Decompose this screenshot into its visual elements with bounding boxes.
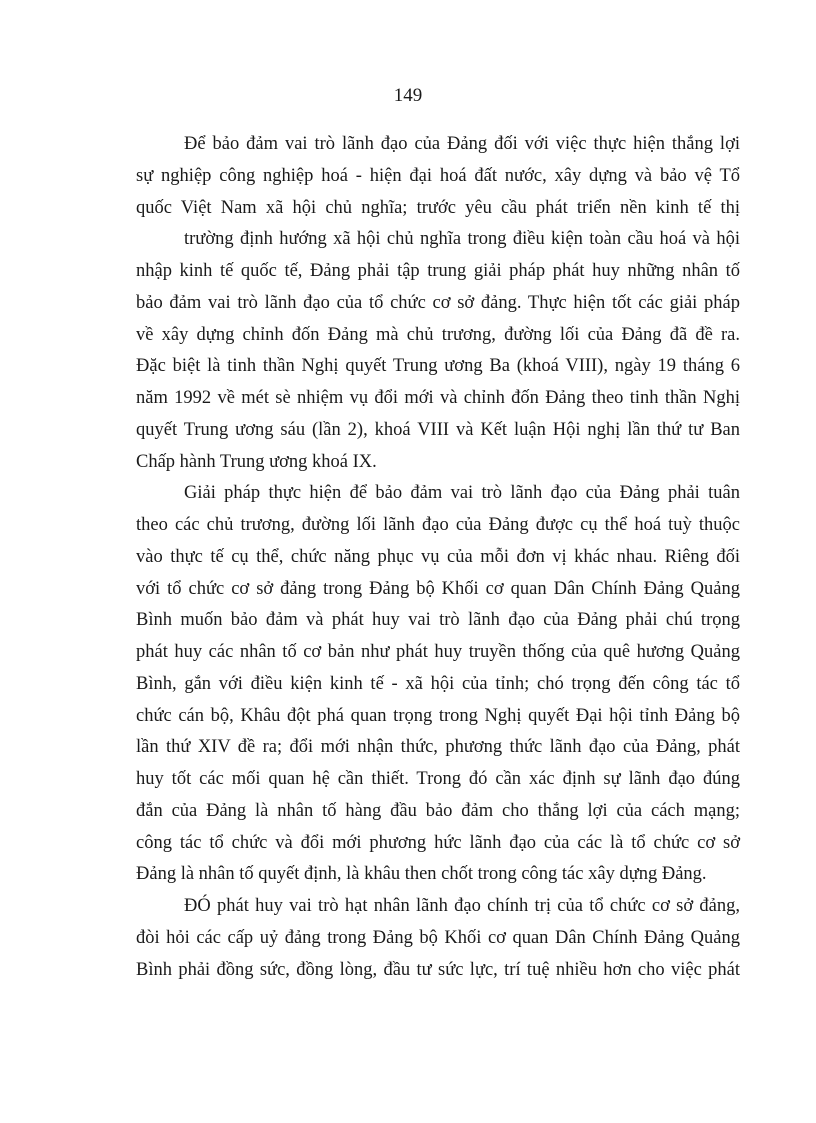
text-line: chức cán bộ, Khâu đột phá quan trọng trong Nghị quyết Đại hội tỉnh Đảng bộ xyxy=(136,705,740,726)
page-number: 149 xyxy=(393,85,423,106)
text-line: đòi hỏi các cấp uỷ đảng trong Đảng bộ Khối cơ quan Dân Chính Đảng Quảng xyxy=(136,927,740,948)
text-line: trường định hướng xã hội chủ nghĩa trong điều kiện toàn cầu hoá và hội xyxy=(184,229,740,250)
text-line: Giải pháp thực hiện để bảo đảm vai trò lãnh đạo của Đảng phải tuân xyxy=(184,483,740,504)
text-line: Đảng là nhân tố quyết định, là khâu then chốt trong công tác xây dựng Đảng. xyxy=(136,864,707,885)
text-line: quốc Việt Nam xã hội chủ nghĩa; trước yêu cầu phát triển nền kinh tế thị xyxy=(136,197,740,218)
text-line: với tổ chức cơ sở đảng trong Đảng bộ Khối cơ quan Dân Chính Đảng Quảng xyxy=(136,578,740,599)
text-line: huy tốt các mối quan hệ cần thiết. Trong đó cần xác định sự lãnh đạo đúng xyxy=(136,769,740,789)
text-line: Bình, gắn với điều kiện kinh tế - xã hội của tỉnh; chó trọng đến công tác tổ xyxy=(136,673,740,694)
text-line: Chấp hành Trung ương khoá IX. xyxy=(136,451,377,472)
text-line: về xây dựng chỉnh đốn Đảng mà chủ trương, đường lối của Đảng đã đề ra. xyxy=(136,324,740,345)
text-line: Bình muốn bảo đảm và phát huy vai trò lãnh đạo của Đảng phải chú trọng xyxy=(136,610,740,631)
text-line: Đặc biệt là tinh thần Nghị quyết Trung ương Ba (khoá VIII), ngày 19 tháng 6 xyxy=(136,356,740,377)
text-line: ĐÓ phát huy vai trò hạt nhân lãnh đạo chính trị của tổ chức cơ sở đảng, xyxy=(184,896,740,916)
text-line: công tác tổ chức và đổi mới phương hức lãnh đạo của các là tổ chức cơ sở xyxy=(136,832,740,853)
text-line: sự nghiệp công nghiệp hoá - hiện đại hoá đất nước, xây dựng và bảo vệ Tổ xyxy=(136,165,740,186)
text-line: nhập kinh tế quốc tế, Đảng phải tập trung giải pháp phát huy những nhân tố xyxy=(136,261,740,281)
text-line: Bình phải đồng sức, đồng lòng, đầu tư sức lực, trí tuệ nhiều hơn cho việc phát xyxy=(136,959,740,980)
text-line: theo các chủ trương, đường lối lãnh đạo của Đảng được cụ thể hoá tuỳ thuộc xyxy=(136,515,740,535)
text-line: đắn của Đảng là nhân tố hàng đầu bảo đảm cho thắng lợi của cách mạng; xyxy=(136,800,740,821)
text-line: phát huy các nhân tố cơ bản như phát huy truyền thống của quê hương Quảng xyxy=(136,642,740,662)
text-line: vào thực tế cụ thể, chức năng phục vụ của mỗi đơn vị khác nhau. Riêng đối xyxy=(136,546,740,567)
text-line: Để bảo đảm vai trò lãnh đạo của Đảng đối với việc thực hiện thắng lợi xyxy=(184,134,740,154)
text-line: năm 1992 về mét sè nhiệm vụ đổi mới và chỉnh đốn Đảng theo tinh thần Nghị xyxy=(136,388,740,408)
text-line: quyết Trung ương sáu (lần 2), khoá VIII và Kết luận Hội nghị lần thứ tư Ban xyxy=(136,419,740,440)
body-text xyxy=(136,129,740,986)
text-line: lần thứ XIV đề ra; đổi mới nhận thức, phương thức lãnh đạo của Đảng, phát xyxy=(136,737,740,758)
text-line: bảo đảm vai trò lãnh đạo của tổ chức cơ sở đảng. Thực hiện tốt các giải pháp xyxy=(136,292,740,313)
